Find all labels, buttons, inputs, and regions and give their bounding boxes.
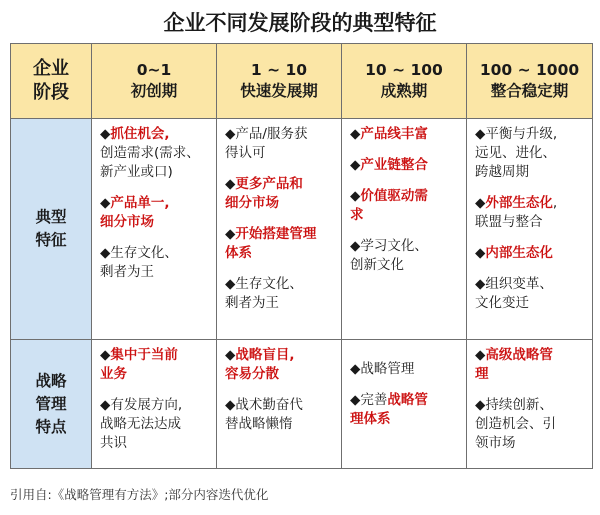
list-item	[350, 125, 460, 144]
item-text: 战略管理	[360, 361, 415, 378]
item-text: 领市场	[475, 435, 516, 452]
stage-header	[217, 44, 342, 119]
row-header-line: 战略	[35, 371, 67, 390]
list-item	[475, 244, 586, 263]
item-text: 抓住机会,	[110, 126, 170, 142]
item-text: 体系	[225, 245, 252, 261]
item-text: 联盟与整合	[475, 214, 543, 230]
row-header-line: 特征	[35, 231, 67, 250]
item-text: 内部生态化	[485, 245, 553, 261]
row-header-line: 管理	[35, 394, 67, 413]
list-item	[225, 275, 335, 313]
item-text: 共识	[100, 435, 127, 452]
list-item	[350, 237, 460, 275]
cell	[92, 340, 217, 469]
item-text: 战略盲目,	[235, 347, 295, 364]
item-text: 外部生态化	[485, 195, 553, 211]
item-text: 持续创新、	[485, 397, 553, 414]
list-item	[225, 396, 335, 434]
list-item	[225, 125, 335, 163]
item-text: 细分市场	[225, 195, 279, 211]
item-text: 更多产品和	[235, 176, 303, 192]
list-item	[475, 396, 586, 453]
bullet-icon: ◆	[475, 397, 486, 414]
item-text: 剩者为王	[100, 264, 154, 280]
item-text: 创新文化	[350, 257, 404, 273]
list-item	[350, 360, 460, 379]
bullet-icon: ◆	[100, 347, 111, 364]
list-item	[475, 346, 586, 384]
item-text: 开始搭建管理	[235, 226, 317, 242]
cell	[467, 119, 593, 340]
item-text: 得认可	[225, 145, 266, 161]
item-text: 产品单一,	[110, 195, 170, 211]
bullet-icon: ◆	[100, 195, 111, 211]
header-row	[11, 44, 593, 119]
item-text: 学习文化、	[360, 238, 428, 254]
list-item	[350, 156, 460, 175]
item-text: 细分市场	[100, 214, 154, 230]
item-text: 理	[475, 366, 489, 383]
item-text: ,	[552, 195, 558, 211]
bullet-icon: ◆	[350, 126, 361, 142]
bullet-icon: ◆	[100, 397, 111, 414]
item-text: 文化变迁	[475, 295, 529, 311]
bullet-icon: ◆	[100, 126, 111, 142]
list-item	[225, 175, 335, 213]
bullet-icon: ◆	[225, 397, 236, 414]
item-text: 平衡与升级,	[485, 126, 558, 142]
item-text: 替战略懒惰	[225, 416, 293, 433]
item-text: 产业链整合	[360, 157, 428, 173]
list-item	[475, 194, 586, 232]
item-text: 求	[350, 207, 364, 223]
item-text: 战术勤奋代	[235, 397, 303, 414]
bullet-icon: ◆	[225, 347, 236, 364]
row-header-strategy	[11, 340, 92, 469]
stage-header	[467, 44, 593, 119]
cell	[467, 340, 593, 469]
row-header-line: 典型	[35, 208, 67, 227]
stage-name: 初创期	[130, 82, 178, 100]
item-text: 生存文化、	[110, 245, 178, 261]
bullet-icon: ◆	[350, 157, 361, 173]
bullet-icon: ◆	[350, 392, 361, 409]
stage-range: 100 ~ 1000	[479, 61, 580, 79]
stage-name: 成熟期	[380, 82, 428, 100]
item-text: 高级战略管	[485, 347, 553, 364]
citation-footer: 引用自:《战略管理有方法》;部分内容迭代优化	[10, 487, 269, 502]
list-item	[100, 194, 210, 232]
corner-line: 企业	[33, 58, 69, 79]
item-text: 价值驱动需	[360, 188, 428, 204]
bullet-icon: ◆	[350, 361, 361, 378]
stage-name: 整合稳定期	[490, 82, 569, 100]
stage-range: 1 ~ 10	[250, 61, 308, 79]
page-title: 企业不同发展阶段的典型特征	[163, 11, 437, 35]
list-item	[350, 187, 460, 225]
bullet-icon: ◆	[225, 126, 236, 142]
strategy-row	[11, 340, 593, 469]
item-text: 容易分散	[225, 366, 279, 383]
row-header-line: 特点	[35, 417, 67, 436]
bullet-icon: ◆	[350, 238, 361, 254]
list-item	[100, 244, 210, 282]
corner-line: 阶段	[33, 82, 69, 103]
item-text: 组织变革、	[485, 276, 553, 292]
stage-range: 0~1	[136, 61, 172, 79]
cell	[342, 340, 467, 469]
features-row	[11, 119, 593, 340]
bullet-icon: ◆	[225, 276, 236, 292]
item-text: 理体系	[350, 411, 391, 428]
row-header-features	[11, 119, 92, 340]
list-item	[100, 346, 210, 384]
item-text: 战略无法达成	[100, 416, 181, 433]
cell	[217, 340, 342, 469]
corner-header	[11, 44, 92, 119]
item-text: 战略管	[387, 392, 428, 409]
cell	[342, 119, 467, 340]
bullet-icon: ◆	[350, 188, 361, 204]
item-text: 有发展方向,	[110, 397, 183, 414]
bullet-icon: ◆	[475, 126, 486, 142]
list-item	[475, 275, 586, 313]
item-text: 生存文化、	[235, 276, 303, 292]
list-item	[350, 391, 460, 429]
stage-header	[342, 44, 467, 119]
stage-range: 10 ~ 100	[365, 61, 443, 79]
item-text: 新产业或口)	[100, 164, 173, 180]
item-text: 创造需求(需求、	[100, 145, 200, 161]
list-item	[100, 125, 210, 182]
item-text: 集中于当前	[110, 347, 178, 364]
item-text: 产品线丰富	[360, 126, 428, 142]
item-text: 完善	[360, 392, 388, 409]
bullet-icon: ◆	[475, 276, 486, 292]
list-item	[225, 225, 335, 263]
item-text: 创造机会、引	[475, 416, 556, 433]
item-text: 剩者为王	[225, 295, 279, 311]
stage-matrix-table	[10, 43, 593, 469]
list-item	[100, 396, 210, 453]
cell	[92, 119, 217, 340]
bullet-icon: ◆	[225, 176, 236, 192]
list-item	[475, 125, 586, 182]
item-text: 跨越周期	[475, 164, 529, 180]
stage-header	[92, 44, 217, 119]
item-text: 业务	[100, 366, 127, 383]
bullet-icon: ◆	[225, 226, 236, 242]
bullet-icon: ◆	[100, 245, 111, 261]
bullet-icon: ◆	[475, 245, 486, 261]
list-item	[225, 346, 335, 384]
cell	[217, 119, 342, 340]
item-text: 远见、进化、	[475, 145, 556, 161]
bullet-icon: ◆	[475, 347, 486, 364]
bullet-icon: ◆	[475, 195, 486, 211]
stage-name: 快速发展期	[240, 82, 318, 100]
item-text: 产品/服务获	[235, 126, 308, 142]
